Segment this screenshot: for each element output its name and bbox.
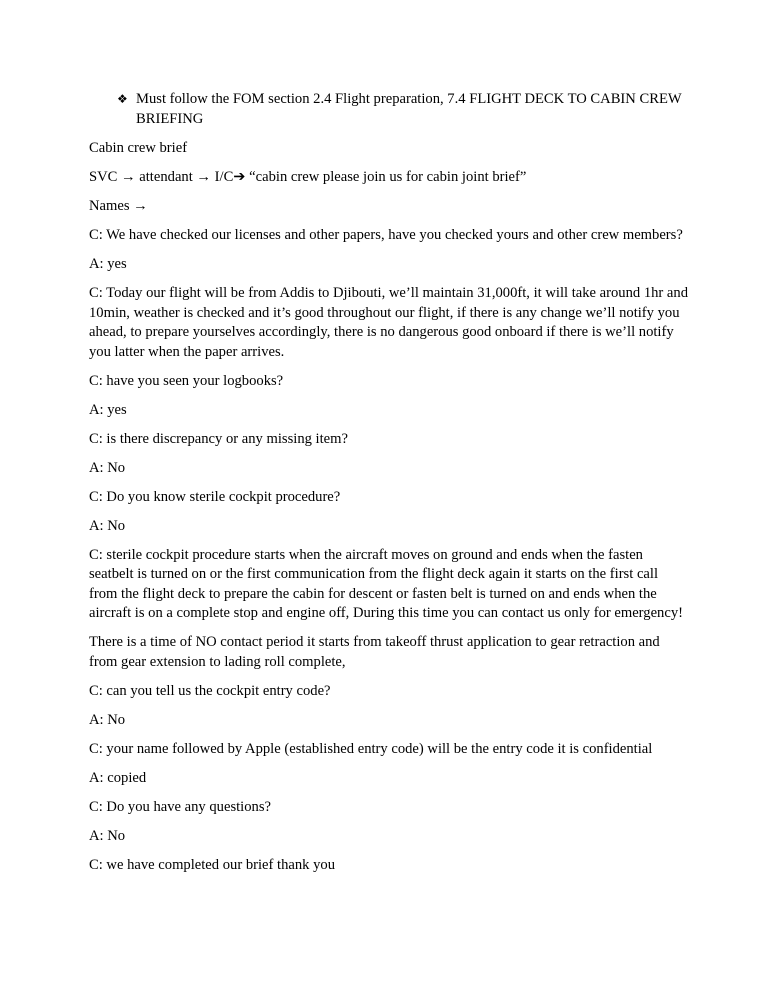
- captain-line-discrepancy: C: is there discrepancy or any missing item?: [89, 430, 348, 447]
- captain-line-entry-code-question: C: can you tell us the cockpit entry code?: [89, 682, 331, 699]
- attendant-line: A: No: [89, 827, 126, 844]
- captain-line-flight-info: C: Today our flight will be from Addis to Djibouti, we’ll maintain 31,000ft, it will take around 1hr and 10min, weather is checked and it’s good throughout our flight, if there is any change we’ll notify you ahead, to prepare yourselves accordingly, there is no dangerous good onboard if there is we’ll notify you latter when the paper arrives.: [89, 285, 688, 360]
- no-contact-period-paragraph: There is a time of NO contact period it starts from takeoff thrust application to gear retraction and from gear extension to lading roll complete,: [89, 634, 660, 670]
- bullet-text: Must follow the FOM section 2.4 Flight preparation, 7.4 FLIGHT DECK TO CABIN CREW BRIEFING: [136, 91, 682, 127]
- attendant-line: A: No: [89, 517, 126, 534]
- captain-line-closing: C: we have completed our brief thank you: [89, 856, 335, 873]
- bullet-item: [117, 90, 689, 129]
- attendant-line: A: No: [89, 711, 126, 728]
- names-line: Names →: [89, 198, 148, 214]
- attendant-line: A: yes: [89, 256, 127, 272]
- heading-cabin-crew-brief: Cabin crew brief: [89, 140, 188, 156]
- captain-line-licenses: C: We have checked our licenses and other papers, have you checked yours and other crew members?: [89, 227, 683, 243]
- captain-line-questions: C: Do you have any questions?: [89, 798, 271, 815]
- attendant-line: A: copied: [89, 769, 147, 786]
- document-page: [89, 90, 689, 885]
- attendant-line: A: No: [89, 459, 126, 476]
- captain-line-sterile-question: C: Do you know sterile cockpit procedure?: [89, 488, 341, 505]
- captain-line-logbooks: C: have you seen your logbooks?: [89, 372, 284, 389]
- four-diamond-bullet-icon: ❖: [117, 92, 128, 106]
- call-sequence-line: SVC → attendant → I/C➔ “cabin crew please join us for cabin joint brief”: [89, 169, 527, 185]
- captain-line-sterile-procedure: C: sterile cockpit procedure starts when the aircraft moves on ground and ends when the fasten seatbelt is turned on or the first communication from the flight deck again it starts on the first call from the flight deck to prepare the cabin for descent or fasten belt is turned on and ends when the aircraft is on a complete stop and engine off, During this time you can contact us only for emergency!: [89, 546, 683, 621]
- attendant-line: A: yes: [89, 401, 127, 418]
- captain-line-entry-code: C: your name followed by Apple (established entry code) will be the entry code it is confidential: [89, 740, 653, 757]
